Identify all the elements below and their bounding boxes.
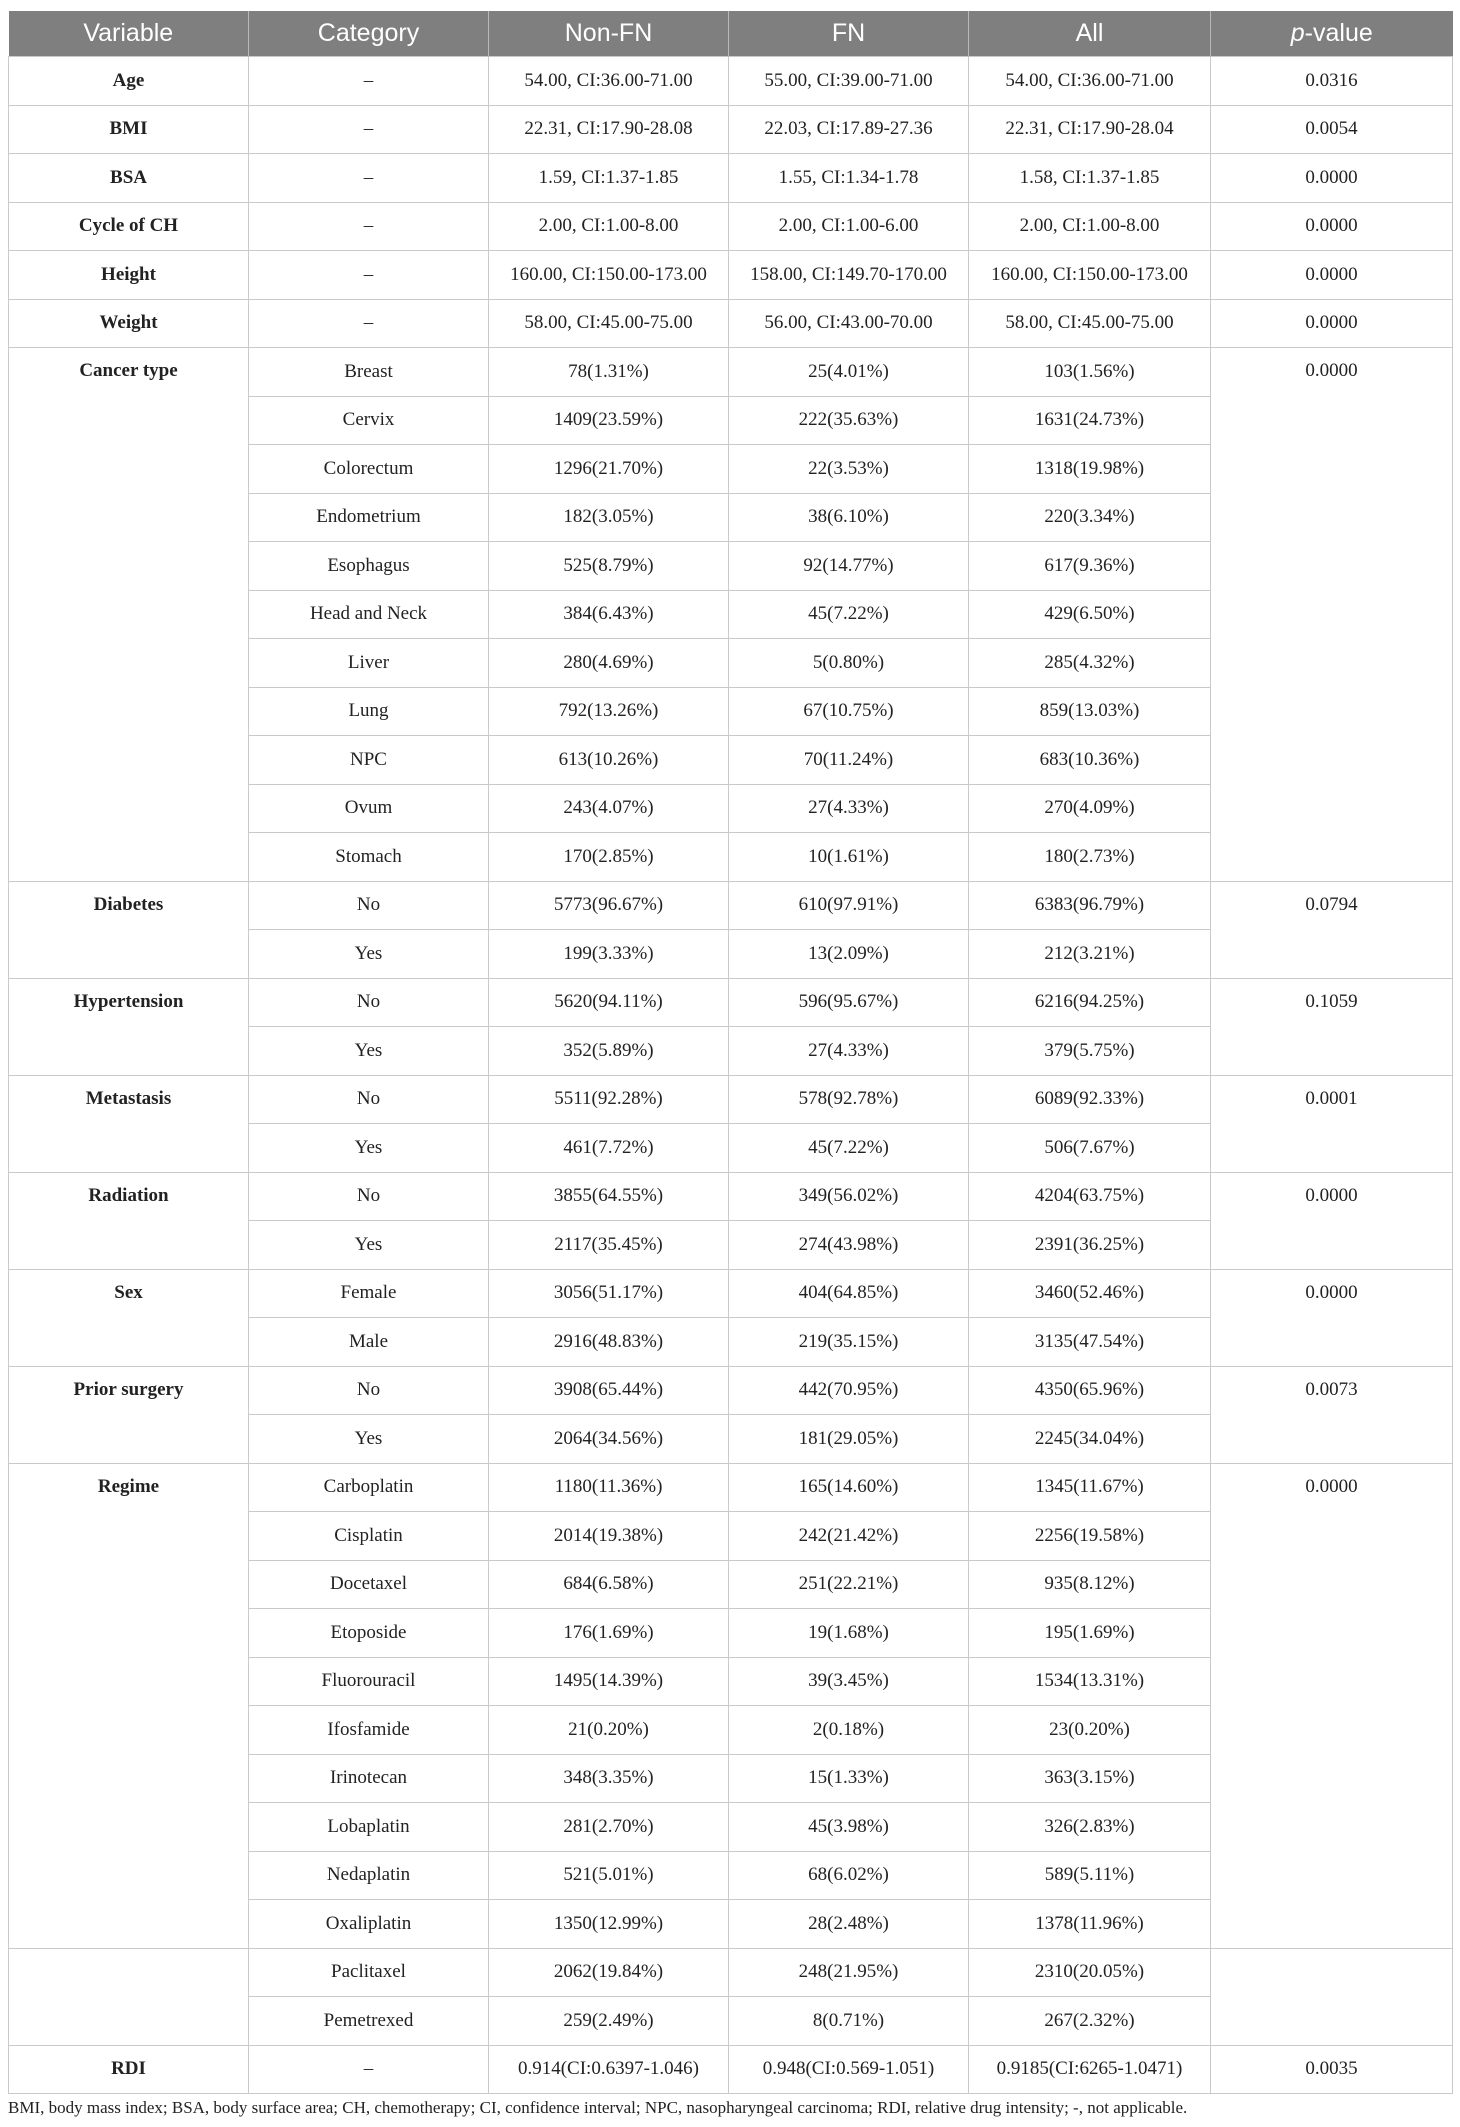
variable-cell: Radiation: [9, 1172, 249, 1269]
all-cell: 2391(36.25%): [969, 1221, 1211, 1270]
variable-cell: Age: [9, 57, 249, 106]
category-cell: Etoposide: [249, 1609, 489, 1658]
all-cell: 379(5.75%): [969, 1027, 1211, 1076]
fn-cell: 5(0.80%): [729, 639, 969, 688]
table-row: [9, 978, 1453, 1027]
variable-cell: Regime: [9, 1463, 249, 1948]
table-row: [9, 2045, 1453, 2094]
category-cell: Stomach: [249, 833, 489, 882]
category-cell: No: [249, 978, 489, 1027]
pvalue-cell: 0.0073: [1211, 1366, 1453, 1463]
nonfn-cell: 281(2.70%): [489, 1803, 729, 1852]
all-cell: 2.00, CI:1.00-8.00: [969, 202, 1211, 251]
table-container: [8, 11, 1452, 2094]
nonfn-cell: 1350(12.99%): [489, 1900, 729, 1949]
fn-cell: 55.00, CI:39.00-71.00: [729, 57, 969, 106]
category-cell: –: [249, 251, 489, 300]
category-cell: –: [249, 299, 489, 348]
all-cell: 2310(20.05%): [969, 1948, 1211, 1997]
table-row: [9, 1463, 1453, 1512]
all-cell: 270(4.09%): [969, 784, 1211, 833]
nonfn-cell: 613(10.26%): [489, 736, 729, 785]
fn-cell: 10(1.61%): [729, 833, 969, 882]
table-row: [9, 1269, 1453, 1318]
category-cell: Colorectum: [249, 445, 489, 494]
nonfn-cell: 5511(92.28%): [489, 1075, 729, 1124]
fn-cell: 25(4.01%): [729, 348, 969, 397]
variable-cell: RDI: [9, 2045, 249, 2094]
category-cell: Esophagus: [249, 542, 489, 591]
fn-cell: 70(11.24%): [729, 736, 969, 785]
header-category: Category: [249, 11, 489, 57]
fn-cell: 27(4.33%): [729, 784, 969, 833]
table-row: [9, 154, 1453, 203]
all-cell: 1.58, CI:1.37-1.85: [969, 154, 1211, 203]
all-cell: 160.00, CI:150.00-173.00: [969, 251, 1211, 300]
nonfn-cell: 2014(19.38%): [489, 1512, 729, 1561]
header-all: All: [969, 11, 1211, 57]
category-cell: Paclitaxel: [249, 1948, 489, 1997]
category-cell: Carboplatin: [249, 1463, 489, 1512]
category-cell: Head and Neck: [249, 590, 489, 639]
category-cell: Cisplatin: [249, 1512, 489, 1561]
table-row: [9, 251, 1453, 300]
fn-cell: 242(21.42%): [729, 1512, 969, 1561]
fn-cell: 45(3.98%): [729, 1803, 969, 1852]
all-cell: 859(13.03%): [969, 687, 1211, 736]
nonfn-cell: 684(6.58%): [489, 1560, 729, 1609]
fn-cell: 13(2.09%): [729, 930, 969, 979]
all-cell: 0.9185(CI:6265-1.0471): [969, 2045, 1211, 2094]
all-cell: 267(2.32%): [969, 1997, 1211, 2046]
variable-cell: Sex: [9, 1269, 249, 1366]
pvalue-cell: 0.0000: [1211, 299, 1453, 348]
fn-cell: 596(95.67%): [729, 978, 969, 1027]
nonfn-cell: 2064(34.56%): [489, 1415, 729, 1464]
fn-cell: 92(14.77%): [729, 542, 969, 591]
pvalue-cell: 0.0000: [1211, 1172, 1453, 1269]
fn-cell: 219(35.15%): [729, 1318, 969, 1367]
nonfn-cell: 280(4.69%): [489, 639, 729, 688]
all-cell: 2245(34.04%): [969, 1415, 1211, 1464]
nonfn-cell: 21(0.20%): [489, 1706, 729, 1755]
variable-cell: Metastasis: [9, 1075, 249, 1172]
nonfn-cell: 2062(19.84%): [489, 1948, 729, 1997]
category-cell: Endometrium: [249, 493, 489, 542]
category-cell: Male: [249, 1318, 489, 1367]
pvalue-cell: 0.0054: [1211, 105, 1453, 154]
pvalue-cell: 0.0000: [1211, 1269, 1453, 1366]
all-cell: 935(8.12%): [969, 1560, 1211, 1609]
fn-cell: 45(7.22%): [729, 1124, 969, 1173]
category-cell: NPC: [249, 736, 489, 785]
pvalue-cell: 0.0001: [1211, 1075, 1453, 1172]
all-cell: 180(2.73%): [969, 833, 1211, 882]
fn-cell: 158.00, CI:149.70-170.00: [729, 251, 969, 300]
table-header: [9, 11, 1453, 57]
all-cell: 506(7.67%): [969, 1124, 1211, 1173]
table-row: [9, 105, 1453, 154]
fn-cell: 2(0.18%): [729, 1706, 969, 1755]
nonfn-cell: 259(2.49%): [489, 1997, 729, 2046]
all-cell: 4204(63.75%): [969, 1172, 1211, 1221]
table-row: [9, 1366, 1453, 1415]
nonfn-cell: 352(5.89%): [489, 1027, 729, 1076]
category-cell: –: [249, 57, 489, 106]
table-row: [9, 202, 1453, 251]
category-cell: Yes: [249, 1027, 489, 1076]
table-footnote: BMI, body mass index; BSA, body surface area; CH, chemotherapy; CI, confidence interval; NPC, nasopharyngeal carcinoma; RDI, relative drug intensity; -, not applicable.: [8, 2098, 1188, 2117]
category-cell: Lung: [249, 687, 489, 736]
category-cell: Cervix: [249, 396, 489, 445]
header-nonfn: Non-FN: [489, 11, 729, 57]
header-pvalue: [1211, 11, 1453, 57]
nonfn-cell: 2.00, CI:1.00-8.00: [489, 202, 729, 251]
nonfn-cell: 182(3.05%): [489, 493, 729, 542]
fn-cell: 251(22.21%): [729, 1560, 969, 1609]
fn-cell: 442(70.95%): [729, 1366, 969, 1415]
pvalue-cell: 0.0000: [1211, 202, 1453, 251]
variable-cell: Cycle of CH: [9, 202, 249, 251]
nonfn-cell: 348(3.35%): [489, 1754, 729, 1803]
pvalue-cell: 0.0316: [1211, 57, 1453, 106]
category-cell: No: [249, 881, 489, 930]
fn-cell: 38(6.10%): [729, 493, 969, 542]
all-cell: 1318(19.98%): [969, 445, 1211, 494]
all-cell: 617(9.36%): [969, 542, 1211, 591]
nonfn-cell: 58.00, CI:45.00-75.00: [489, 299, 729, 348]
all-cell: 6216(94.25%): [969, 978, 1211, 1027]
category-cell: Docetaxel: [249, 1560, 489, 1609]
table-row: [9, 1075, 1453, 1124]
pvalue-cell: 0.0035: [1211, 2045, 1453, 2094]
variable-cell: Height: [9, 251, 249, 300]
nonfn-cell: 5620(94.11%): [489, 978, 729, 1027]
all-cell: 1534(13.31%): [969, 1657, 1211, 1706]
fn-cell: 578(92.78%): [729, 1075, 969, 1124]
category-cell: Nedaplatin: [249, 1851, 489, 1900]
nonfn-cell: 3855(64.55%): [489, 1172, 729, 1221]
variable-cell: BMI: [9, 105, 249, 154]
nonfn-cell: 78(1.31%): [489, 348, 729, 397]
pvalue-cell: 0.0000: [1211, 154, 1453, 203]
all-cell: 3460(52.46%): [969, 1269, 1211, 1318]
all-cell: 683(10.36%): [969, 736, 1211, 785]
fn-cell: 181(29.05%): [729, 1415, 969, 1464]
header-variable: Variable: [9, 11, 249, 57]
nonfn-cell: 384(6.43%): [489, 590, 729, 639]
fn-cell: 15(1.33%): [729, 1754, 969, 1803]
header-row: [9, 11, 1453, 57]
category-cell: –: [249, 2045, 489, 2094]
pvalue-cell: 0.0794: [1211, 881, 1453, 978]
fn-cell: 222(35.63%): [729, 396, 969, 445]
fn-cell: 28(2.48%): [729, 1900, 969, 1949]
category-cell: Yes: [249, 1415, 489, 1464]
nonfn-cell: 1296(21.70%): [489, 445, 729, 494]
category-cell: –: [249, 154, 489, 203]
nonfn-cell: 2117(35.45%): [489, 1221, 729, 1270]
category-cell: No: [249, 1172, 489, 1221]
all-cell: 3135(47.54%): [969, 1318, 1211, 1367]
fn-cell: 56.00, CI:43.00-70.00: [729, 299, 969, 348]
nonfn-cell: 1.59, CI:1.37-1.85: [489, 154, 729, 203]
pvalue-cell: 0.0000: [1211, 1463, 1453, 1948]
fn-cell: 27(4.33%): [729, 1027, 969, 1076]
fn-cell: 349(56.02%): [729, 1172, 969, 1221]
all-cell: 54.00, CI:36.00-71.00: [969, 57, 1211, 106]
nonfn-cell: 461(7.72%): [489, 1124, 729, 1173]
all-cell: 1631(24.73%): [969, 396, 1211, 445]
variable-cell: BSA: [9, 154, 249, 203]
fn-cell: 8(0.71%): [729, 1997, 969, 2046]
fn-cell: 22(3.53%): [729, 445, 969, 494]
category-cell: Lobaplatin: [249, 1803, 489, 1852]
all-cell: 103(1.56%): [969, 348, 1211, 397]
nonfn-cell: 1409(23.59%): [489, 396, 729, 445]
all-cell: 23(0.20%): [969, 1706, 1211, 1755]
all-cell: 285(4.32%): [969, 639, 1211, 688]
all-cell: 6383(96.79%): [969, 881, 1211, 930]
nonfn-cell: 1495(14.39%): [489, 1657, 729, 1706]
all-cell: 326(2.83%): [969, 1803, 1211, 1852]
header-pvalue-rest: -value: [1304, 19, 1373, 47]
header-pvalue-italic: p: [1290, 19, 1305, 47]
table-body: [9, 57, 1453, 2094]
category-cell: Pemetrexed: [249, 1997, 489, 2046]
category-cell: Oxaliplatin: [249, 1900, 489, 1949]
fn-cell: 45(7.22%): [729, 590, 969, 639]
nonfn-cell: 3056(51.17%): [489, 1269, 729, 1318]
category-cell: Yes: [249, 1221, 489, 1270]
variable-cell: Weight: [9, 299, 249, 348]
nonfn-cell: 2916(48.83%): [489, 1318, 729, 1367]
nonfn-cell: 160.00, CI:150.00-173.00: [489, 251, 729, 300]
category-cell: Female: [249, 1269, 489, 1318]
table-row: [9, 1172, 1453, 1221]
nonfn-cell: 22.31, CI:17.90-28.08: [489, 105, 729, 154]
category-cell: –: [249, 105, 489, 154]
pvalue-cell: [1211, 1948, 1453, 2045]
nonfn-cell: 176(1.69%): [489, 1609, 729, 1658]
variable-cell: Cancer type: [9, 348, 249, 882]
fn-cell: 0.948(CI:0.569-1.051): [729, 2045, 969, 2094]
nonfn-cell: 199(3.33%): [489, 930, 729, 979]
all-cell: 220(3.34%): [969, 493, 1211, 542]
table-row: [9, 881, 1453, 930]
table-row: [9, 57, 1453, 106]
fn-cell: 165(14.60%): [729, 1463, 969, 1512]
all-cell: 6089(92.33%): [969, 1075, 1211, 1124]
category-cell: No: [249, 1075, 489, 1124]
all-cell: 589(5.11%): [969, 1851, 1211, 1900]
fn-cell: 404(64.85%): [729, 1269, 969, 1318]
category-cell: –: [249, 202, 489, 251]
category-cell: Yes: [249, 1124, 489, 1173]
nonfn-cell: 3908(65.44%): [489, 1366, 729, 1415]
all-cell: 22.31, CI:17.90-28.04: [969, 105, 1211, 154]
nonfn-cell: 521(5.01%): [489, 1851, 729, 1900]
category-cell: Yes: [249, 930, 489, 979]
all-cell: 1378(11.96%): [969, 1900, 1211, 1949]
fn-cell: 68(6.02%): [729, 1851, 969, 1900]
nonfn-cell: 5773(96.67%): [489, 881, 729, 930]
fn-cell: 274(43.98%): [729, 1221, 969, 1270]
table-row: [9, 1948, 1453, 1997]
fn-cell: 2.00, CI:1.00-6.00: [729, 202, 969, 251]
variable-cell: Prior surgery: [9, 1366, 249, 1463]
table-row: [9, 299, 1453, 348]
category-cell: Fluorouracil: [249, 1657, 489, 1706]
all-cell: 2256(19.58%): [969, 1512, 1211, 1561]
pvalue-cell: 0.0000: [1211, 251, 1453, 300]
nonfn-cell: 1180(11.36%): [489, 1463, 729, 1512]
variable-cell: [9, 1948, 249, 2045]
all-cell: 195(1.69%): [969, 1609, 1211, 1658]
variable-cell: Diabetes: [9, 881, 249, 978]
fn-cell: 610(97.91%): [729, 881, 969, 930]
category-cell: Irinotecan: [249, 1754, 489, 1803]
nonfn-cell: 792(13.26%): [489, 687, 729, 736]
fn-cell: 67(10.75%): [729, 687, 969, 736]
category-cell: Liver: [249, 639, 489, 688]
fn-cell: 1.55, CI:1.34-1.78: [729, 154, 969, 203]
table-row: [9, 348, 1453, 397]
header-fn: FN: [729, 11, 969, 57]
pvalue-cell: 0.0000: [1211, 348, 1453, 882]
all-cell: 212(3.21%): [969, 930, 1211, 979]
fn-cell: 39(3.45%): [729, 1657, 969, 1706]
fn-cell: 22.03, CI:17.89-27.36: [729, 105, 969, 154]
nonfn-cell: 170(2.85%): [489, 833, 729, 882]
nonfn-cell: 0.914(CI:0.6397-1.046): [489, 2045, 729, 2094]
all-cell: 58.00, CI:45.00-75.00: [969, 299, 1211, 348]
category-cell: Ifosfamide: [249, 1706, 489, 1755]
category-cell: No: [249, 1366, 489, 1415]
fn-cell: 248(21.95%): [729, 1948, 969, 1997]
characteristics-table: [8, 11, 1453, 2094]
fn-cell: 19(1.68%): [729, 1609, 969, 1658]
variable-cell: Hypertension: [9, 978, 249, 1075]
all-cell: 4350(65.96%): [969, 1366, 1211, 1415]
all-cell: 429(6.50%): [969, 590, 1211, 639]
nonfn-cell: 243(4.07%): [489, 784, 729, 833]
pvalue-cell: 0.1059: [1211, 978, 1453, 1075]
all-cell: 363(3.15%): [969, 1754, 1211, 1803]
nonfn-cell: 525(8.79%): [489, 542, 729, 591]
category-cell: Ovum: [249, 784, 489, 833]
category-cell: Breast: [249, 348, 489, 397]
all-cell: 1345(11.67%): [969, 1463, 1211, 1512]
nonfn-cell: 54.00, CI:36.00-71.00: [489, 57, 729, 106]
